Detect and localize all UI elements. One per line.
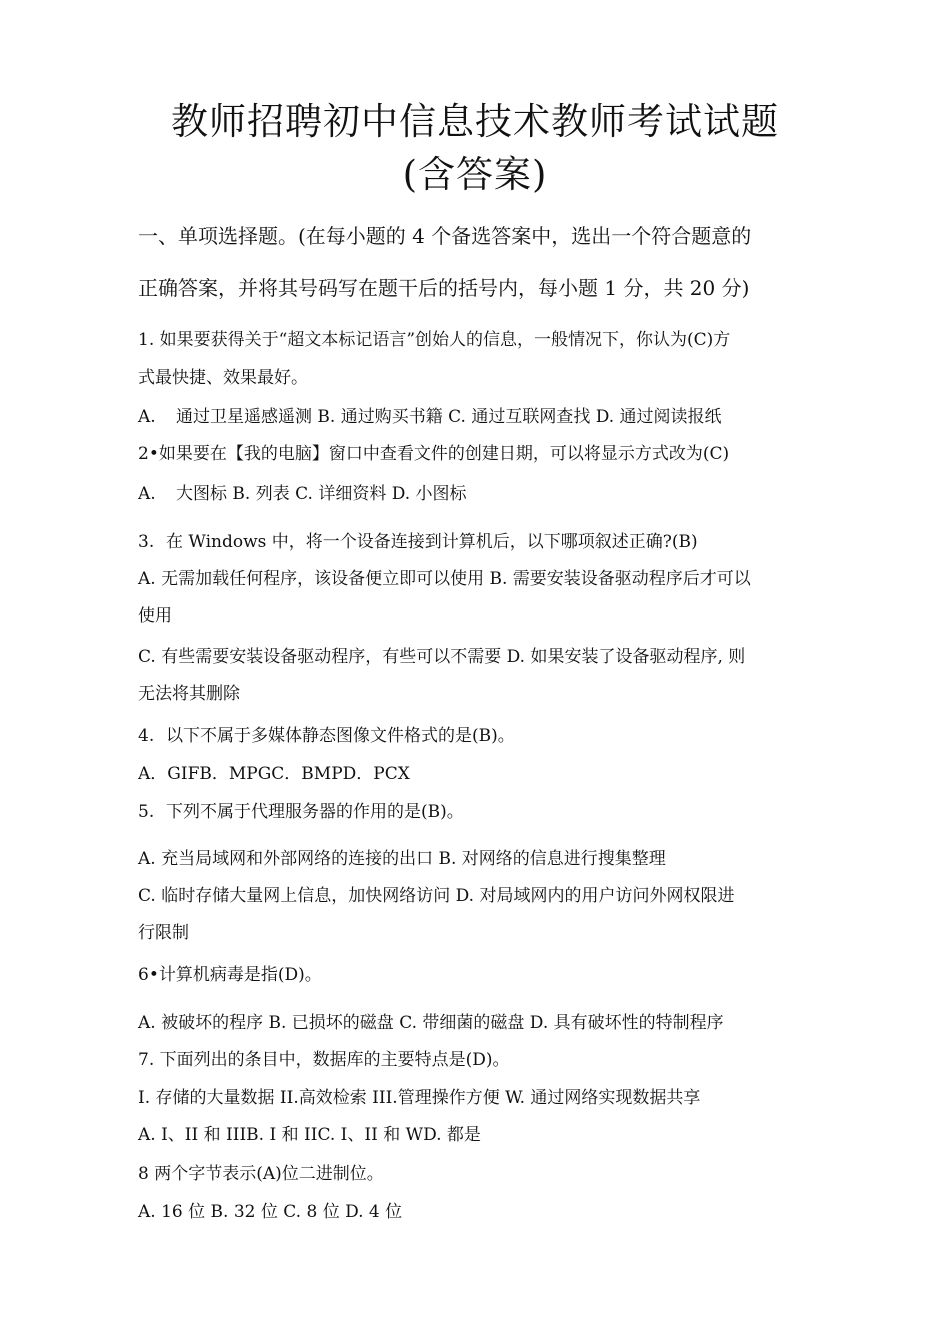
q3-stem-text: 在 Windows 中，将一个设备连接到计算机后，以下哪项叙述正确?(B): [166, 532, 698, 552]
q1-options-prefix: A.: [138, 407, 156, 427]
q5-options-line3: 行限制: [138, 923, 189, 943]
q1-options: [138, 405, 722, 429]
q4-number: 4.: [138, 726, 155, 746]
q6-options: A. 被破坏的程序 B. 已损坏的磁盘 C. 带细菌的磁盘 D. 具有破坏性的特制程序: [138, 1013, 724, 1033]
q3-options-line4: 无法将其删除: [138, 684, 240, 704]
q1-stem-line2: 式最快捷、效果最好。: [138, 368, 308, 388]
q5-stem-text: 下列不属于代理服务器的作用的是(B)。: [166, 802, 464, 822]
q2-stem: 2•如果要在【我的电脑】窗口中查看文件的创建日期，可以将显示方式改为(C): [138, 444, 730, 464]
q3-stem: [138, 530, 698, 554]
q2-options: [138, 482, 467, 506]
document-title-line1: 教师招聘初中信息技术教师考试试题: [171, 100, 779, 143]
q7-stem: 7. 下面列出的条目中，数据库的主要特点是(D)。: [138, 1050, 510, 1070]
q3-options-line2: 使用: [138, 606, 172, 626]
q5-options-line2: C. 临时存储大量网上信息，加快网络访问 D. 对局域网内的用户访问外网权限进: [138, 886, 735, 906]
section-heading-line1: 一、单项选择题。(在每小题的 4 个备选答案中，选出一个符合题意的: [138, 224, 752, 248]
q4-stem-text: 以下不属于多媒体静态图像文件格式的是(B)。: [166, 726, 515, 746]
section-heading-line2: 正确答案，并将其号码写在题干后的括号内，每小题 1 分，共 20 分): [138, 276, 750, 300]
q7-items: I. 存储的大量数据 II.高效检索 III.管理操作方便 W. 通过网络实现数据共享: [138, 1088, 701, 1108]
q5-options-line1: A. 充当局域网和外部网络的连接的出口 B. 对网络的信息进行搜集整理: [138, 849, 666, 869]
q7-options: A. I、II 和 IIIB. I 和 IIC. I、II 和 WD. 都是: [138, 1125, 481, 1145]
q8-options: A. 16 位 B. 32 位 C. 8 位 D. 4 位: [138, 1202, 403, 1222]
q5-number: 5.: [138, 802, 155, 822]
q3-options-line3: C. 有些需要安装设备驱动程序，有些可以不需要 D. 如果安装了设备驱动程序, 则: [138, 647, 746, 667]
q1-options-text: 通过卫星遥感遥测 B. 通过购买书籍 C. 通过互联网查找 D. 通过阅读报纸: [176, 407, 722, 427]
q6-stem: 6•计算机病毒是指(D)。: [138, 965, 322, 985]
document-title-line2: (含答案): [402, 153, 548, 196]
q5-stem: [138, 800, 464, 824]
q8-stem: 8 两个字节表示(A)位二进制位。: [138, 1164, 384, 1184]
q2-options-text: 大图标 B. 列表 C. 详细资料 D. 小图标: [176, 484, 467, 504]
q2-options-prefix: A.: [138, 484, 156, 504]
q4-stem: [138, 724, 515, 748]
q4-options: A．GIFB．MPGC．BMPD．PCX: [138, 764, 410, 784]
q3-options-line1: A. 无需加载任何程序，该设备便立即可以使用 B. 需要安装设备驱动程序后才可以: [138, 569, 751, 589]
q3-number: 3.: [138, 532, 155, 552]
q1-stem-line1: 1. 如果要获得关于“超文本标记语言”创始人的信息，一般情况下，你认为(C)方: [138, 330, 731, 350]
